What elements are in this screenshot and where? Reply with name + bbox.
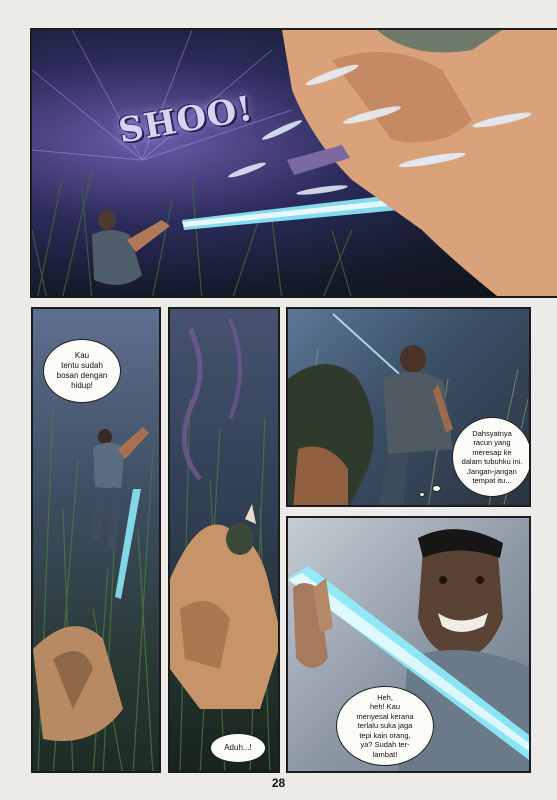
speech-line: terlalu suka jaga bbox=[357, 721, 413, 731]
speech-bubble bbox=[43, 339, 121, 403]
thought-bubble bbox=[452, 417, 531, 497]
speech-line: hidup! bbox=[71, 381, 93, 390]
speech-line: Kau bbox=[74, 351, 90, 360]
panel-struck-swordsman bbox=[168, 307, 280, 773]
speech-bubble bbox=[210, 733, 266, 763]
speech-line: Jangan-jangan bbox=[467, 466, 517, 476]
speech-line: Aduh...! bbox=[224, 743, 252, 752]
speech-bubble bbox=[336, 686, 434, 766]
panel-leaping-man bbox=[31, 307, 161, 773]
speech-line: bosan dengan bbox=[56, 371, 108, 380]
panel-sword-slash bbox=[30, 28, 557, 298]
speech-line: ya? Sudah ter- bbox=[360, 740, 410, 750]
thought-dot bbox=[419, 492, 425, 497]
page-number: 28 bbox=[271, 776, 286, 790]
speech-line: dalam tubuhku ini. bbox=[461, 457, 523, 466]
speech-line: meresap ke bbox=[472, 447, 512, 457]
speech-line: lambat! bbox=[372, 749, 398, 759]
speech-line: menyesal kerana bbox=[356, 711, 414, 721]
panel-poisoned-swordsman bbox=[286, 307, 531, 507]
speech-line: Dahsyatnya bbox=[472, 428, 512, 438]
panel-grinning-man bbox=[286, 516, 531, 773]
speech-line: Heh, bbox=[377, 692, 393, 702]
speech-line: heh! Kau bbox=[369, 702, 401, 712]
speech-line: tentu sudah bbox=[61, 361, 103, 370]
speech-line: tempat itu... bbox=[472, 476, 512, 485]
panel-1-artwork bbox=[32, 30, 557, 298]
panel-3-artwork bbox=[170, 309, 280, 773]
sound-effect-text: SHOO! bbox=[115, 88, 257, 152]
thought-dot bbox=[432, 485, 441, 492]
speech-line: tepi kain orang, bbox=[359, 730, 411, 740]
speech-line: racun yang bbox=[473, 438, 511, 447]
